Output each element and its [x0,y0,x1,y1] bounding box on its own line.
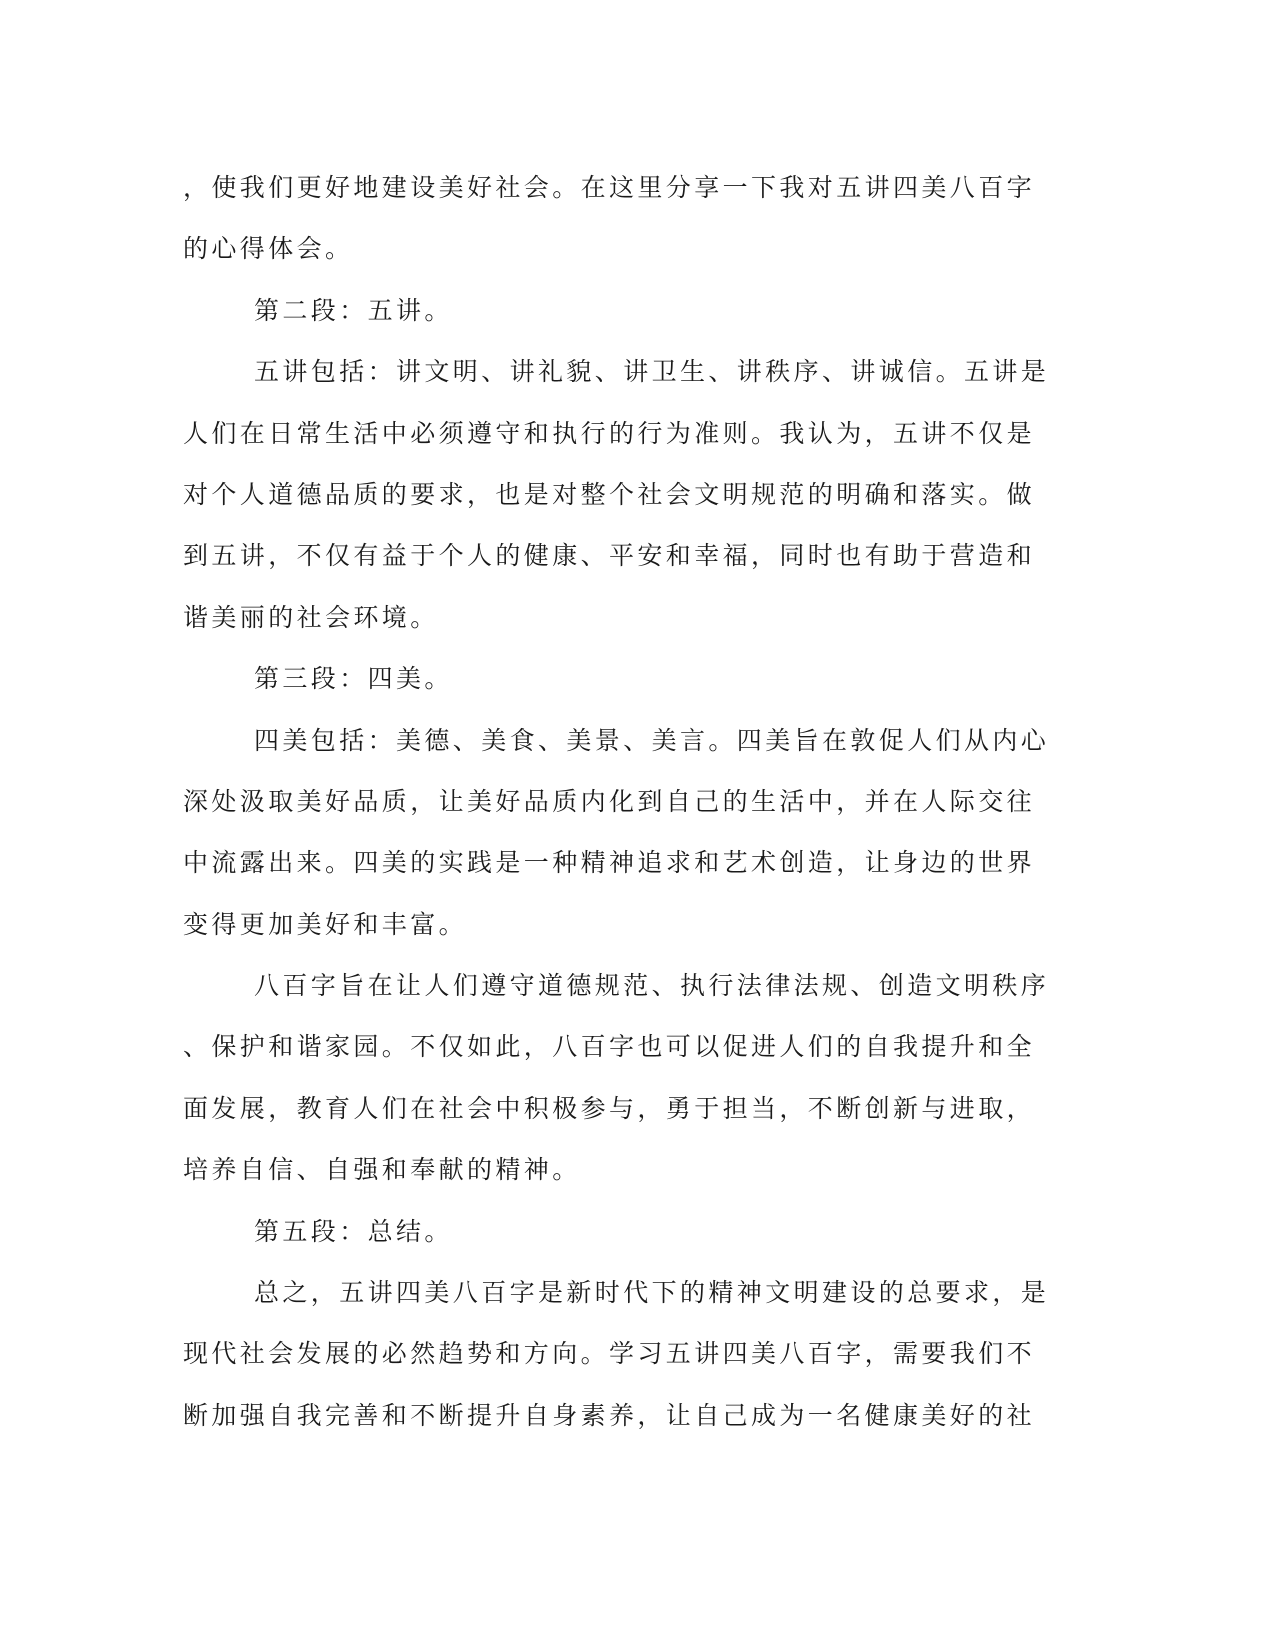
paragraph-first-line: 四美包括：美德、美食、美景、美言。四美旨在敦促人们从内心 [254,725,1050,755]
paragraph-first-line: 第二段：五讲。 [254,295,453,325]
paragraph-first-line: 第三段：四美。 [254,664,453,694]
paragraph-first-line: 第五段：总结。 [254,1216,453,1246]
text-line: 变得更加美好和丰富。 [183,909,468,939]
text-line: 中流露出来。四美的实践是一种精神追求和艺术创造，让身边的世界 [183,848,1036,878]
paragraph-first-line: 五讲包括：讲文明、讲礼貌、讲卫生、讲秩序、讲诚信。五讲是 [254,357,1050,387]
text-line: 、保护和谐家园。不仅如此，八百字也可以促进人们的自我提升和全 [183,1032,1036,1062]
text-line: 谐美丽的社会环境。 [183,602,439,632]
text-line: 的心得体会。 [183,234,354,264]
text-line: 现代社会发展的必然趋势和方向。学习五讲四美八百字，需要我们不 [183,1339,1036,1369]
paragraph-first-line: 总之，五讲四美八百字是新时代下的精神文明建设的总要求，是 [254,1278,1050,1308]
text-line: ，使我们更好地建设美好社会。在这里分享一下我对五讲四美八百字 [183,173,1036,202]
text-line: 到五讲，不仅有益于个人的健康、平安和幸福，同时也有助于营造和 [183,541,1036,571]
text-line: 对个人道德品质的要求，也是对整个社会文明规范的明确和落实。做 [183,479,1036,509]
text-line: 人们在日常生活中必须遵守和执行的行为准则。我认为，五讲不仅是 [183,418,1036,448]
text-line: 面发展，教育人们在社会中积极参与，勇于担当，不断创新与进取， [183,1093,1036,1123]
text-line: 深处汲取美好品质，让美好品质内化到自己的生活中，并在人际交往 [183,786,1036,816]
text-line: 培养自信、自强和奉献的精神。 [183,1155,581,1185]
text-line: 断加强自我完善和不断提升自身素养，让自己成为一名健康美好的社 [183,1400,1036,1430]
document-body [183,157,1050,1446]
paragraph-first-line: 八百字旨在让人们遵守道德规范、执行法律法规、创造文明秩序 [254,971,1050,1001]
